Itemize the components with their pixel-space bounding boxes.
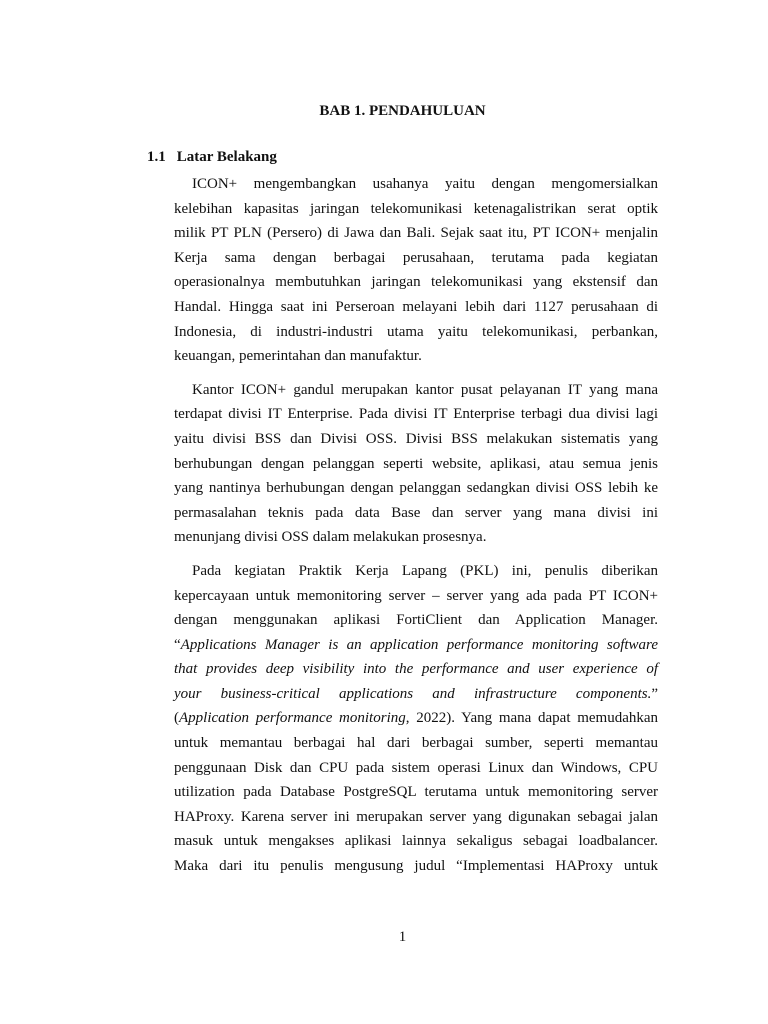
text-line: Kantor ICON+ gandul merupakan kantor pusat pelayanan IT yang mana <box>192 381 658 398</box>
text-line: berhubungan dengan pelanggan seperti website, aplikasi, atau semua jenis <box>174 455 658 472</box>
quote-text: that provides deep visibility into the performance and user experience of <box>174 661 658 678</box>
text-line: penggunaan Disk dan CPU pada sistem operasi Linux dan Windows, CPU <box>174 759 658 776</box>
quote-text: your business-critical applications and infrastructure components. <box>174 685 652 702</box>
body-text <box>174 172 658 888</box>
text-line: terdapat divisi IT Enterprise. Pada divisi IT Enterprise terbagi dua divisi lagi <box>174 406 658 423</box>
paragraph-1 <box>174 172 658 369</box>
text-line: operasionalnya membutuhkan jaringan telekomunikasi yang ekstensif dan <box>174 274 658 291</box>
citation-rest: , 2022). Yang mana dapat memudahkan <box>405 710 659 727</box>
section-title: Latar Belakang <box>176 149 277 165</box>
text-line: utilization pada Database PostgreSQL terutama untuk memonitoring server <box>174 784 658 801</box>
citation-open: ( <box>174 710 179 727</box>
text-line: Kerja sama dengan berbagai perusahaan, terutama pada kegiatan <box>174 249 658 266</box>
text-line: yang nantinya berhubungan dengan pelanggan sedangkan divisi OSS lebih ke <box>174 480 658 497</box>
text-line: masuk untuk mengakses aplikasi lainnya sekaligus sebagai loadbalancer. <box>174 833 658 850</box>
quote-line <box>174 682 658 707</box>
text-line: yaitu divisi BSS dan Divisi OSS. Divisi BSS melakukan sistematis yang <box>174 430 658 447</box>
section-heading <box>147 149 277 166</box>
text-line: menunjang divisi OSS dalam melakukan prosesnya. <box>174 529 487 546</box>
quote-mark-open: “ <box>174 636 181 653</box>
page-number: 1 <box>398 929 407 945</box>
quote-mark-close: ” <box>651 685 658 702</box>
citation-line <box>174 706 658 731</box>
text-line: Pada kegiatan Praktik Kerja Lapang (PKL) ini, penulis diberikan <box>192 562 658 579</box>
paragraph-2 <box>174 378 658 550</box>
text-line: dengan menggunakan aplikasi FortiClient dan Application Manager. <box>174 612 658 629</box>
text-line: permasalahan teknis pada data Base dan server yang mana divisi ini <box>174 504 658 521</box>
paragraph-3 <box>174 559 658 879</box>
text-line: keuangan, pemerintahan dan manufaktur. <box>174 348 422 365</box>
text-line: HAProxy. Karena server ini merupakan server yang digunakan sebagai jalan <box>174 808 658 825</box>
text-line: kelebihan kapasitas jaringan telekomunikasi ketenagalistrikan serat optik <box>174 200 658 217</box>
text-line: ICON+ mengembangkan usahanya yaitu dengan mengomersialkan <box>192 176 658 192</box>
quote-line <box>174 633 658 658</box>
section-number: 1.1 <box>147 149 166 165</box>
text-line: untuk memantau berbagai hal dari berbagai sumber, seperti memantau <box>174 735 658 752</box>
text-line: Maka dari itu penulis mengusung judul “Implementasi HAProxy untuk <box>174 858 658 875</box>
text-line: milik PT PLN (Persero) di Jawa dan Bali. Sejak saat itu, PT ICON+ menjalin <box>174 225 658 242</box>
quote-line <box>174 657 658 682</box>
text-line: kepercayaan untuk memonitoring server – server yang ada pada PT ICON+ <box>174 587 658 604</box>
chapter-title: BAB 1. PENDAHULUAN <box>319 103 486 119</box>
text-line: Indonesia, di industri-industri utama yaitu telekomunikasi, perbankan, <box>174 323 658 340</box>
text-line: Handal. Hingga saat ini Perseroan melayani lebih dari 1127 perusahaan di <box>174 298 658 315</box>
citation-title: Application performance monitoring <box>179 710 406 727</box>
quote-text: Applications Manager is an application performance monitoring software <box>180 636 658 653</box>
